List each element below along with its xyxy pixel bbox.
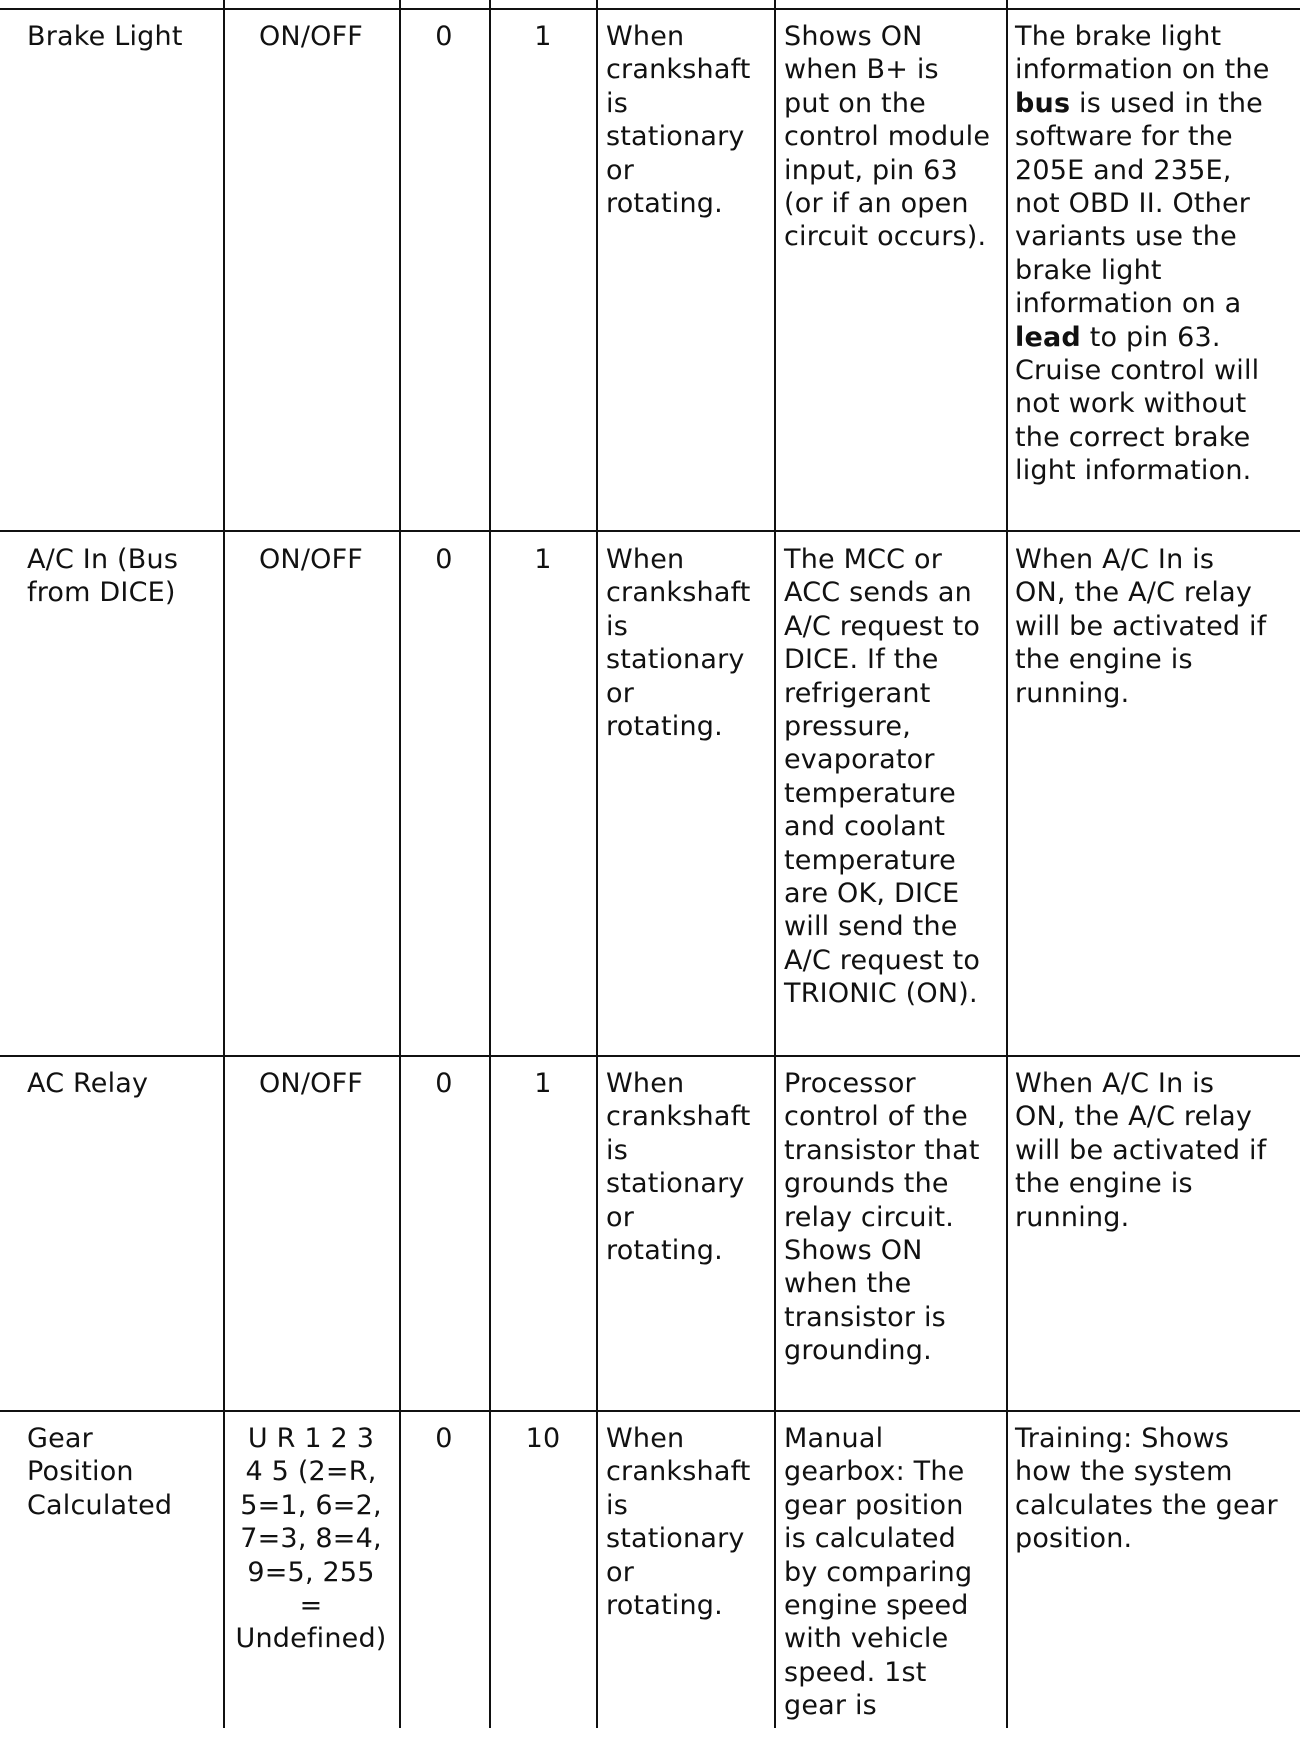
value-range: U R 1 2 3 4 5 (2=R, 5=1, 6=2, 7=3, 8=4, 9=5, 255 = Undefined) xyxy=(235,1423,387,1655)
description-text: Shows ON when B+ is put on the control module input, pin 63 (or if an open circuit occurs). xyxy=(784,21,991,253)
max-value: 1 xyxy=(534,21,552,52)
max-value: 1 xyxy=(534,1068,552,1099)
min-value: 0 xyxy=(435,1068,453,1099)
condition-text: When crankshaft is stationary or rotating. xyxy=(606,1423,751,1622)
comment-text xyxy=(1015,20,1305,488)
parameter-name: Gear Position Calculated xyxy=(27,1423,173,1521)
condition-text: When crankshaft is stationary or rotating. xyxy=(606,1068,751,1267)
comment-text: Training: Shows how the system calculates the gear position. xyxy=(1015,1423,1278,1555)
parameter-name: A/C In (Bus from DICE) xyxy=(27,544,179,609)
row-separator xyxy=(0,530,1300,532)
value-range: ON/OFF xyxy=(258,544,364,575)
column-divider xyxy=(1006,0,1008,1728)
row-separator xyxy=(0,8,1300,10)
row-separator xyxy=(0,1410,1300,1412)
column-divider xyxy=(399,0,401,1728)
value-range: ON/OFF xyxy=(258,21,364,52)
row-separator xyxy=(0,1055,1300,1057)
condition-text: When crankshaft is stationary or rotating. xyxy=(606,21,751,220)
max-value: 10 xyxy=(525,1423,561,1454)
description-text: Processor control of the transistor that grounds the relay circuit. Shows ON when the transistor is grounding. xyxy=(784,1068,980,1367)
comment-emphasis-lead: lead xyxy=(1015,321,1081,353)
description-text: Manual gearbox: The gear position is calculated by comparing engine speed with vehicle speed. 1st gear is xyxy=(784,1423,973,1722)
comment-part: is used in the software for the 205E and 235E, not OBD II. Other variants use the brake light information on a xyxy=(1015,87,1263,320)
column-divider xyxy=(596,0,598,1728)
column-divider xyxy=(223,0,225,1728)
max-value: 1 xyxy=(534,544,552,575)
comment-part: The brake light information on the xyxy=(1015,21,1270,86)
condition-text: When crankshaft is stationary or rotating. xyxy=(606,544,751,743)
value-range: ON/OFF xyxy=(258,1068,364,1099)
min-value: 0 xyxy=(435,544,453,575)
comment-text: When A/C In is ON, the A/C relay will be activated if the engine is running. xyxy=(1015,544,1267,709)
min-value: 0 xyxy=(435,1423,453,1454)
parameter-name: Brake Light xyxy=(27,21,183,52)
comment-part: to pin 63. Cruise control will not work without the correct brake light information. xyxy=(1015,321,1260,487)
comment-text: When A/C In is ON, the A/C relay will be activated if the engine is running. xyxy=(1015,1068,1267,1233)
comment-emphasis-bus: bus xyxy=(1015,87,1071,119)
description-text: The MCC or ACC sends an A/C request to DICE. If the refrigerant pressure, evaporator temperature and coolant temperature are OK, DICE will send the A/C request to TRIONIC (ON). xyxy=(784,544,981,1010)
min-value: 0 xyxy=(435,21,453,52)
column-divider xyxy=(774,0,776,1728)
parameter-name: AC Relay xyxy=(27,1068,149,1099)
column-divider xyxy=(489,0,491,1728)
